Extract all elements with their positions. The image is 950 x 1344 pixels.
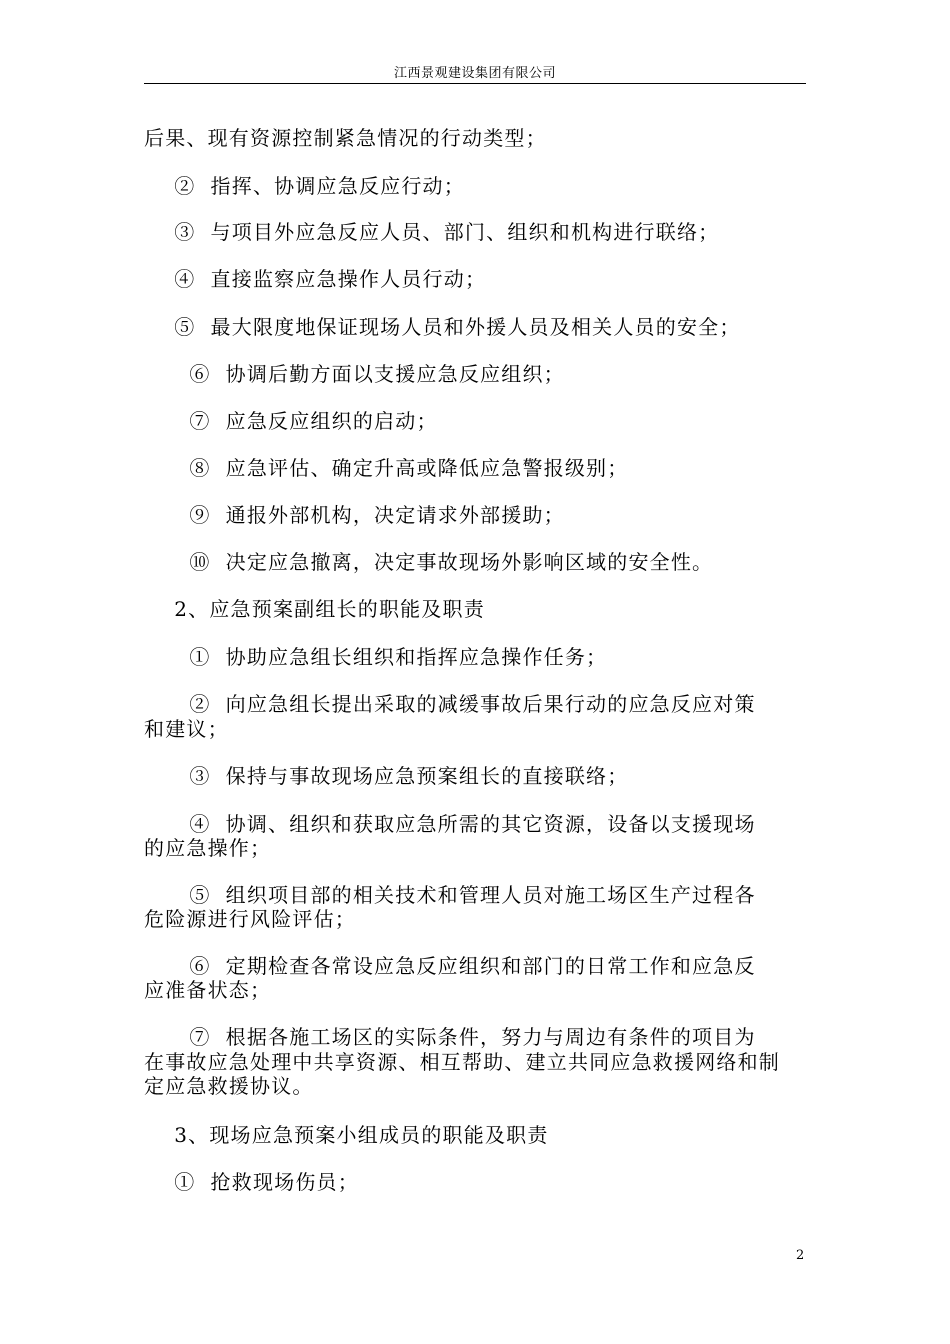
- text-line: ⑦ 根据各施工场区的实际条件，努力与周边有条件的项目为: [144, 1025, 756, 1049]
- page-number: 2: [796, 1248, 805, 1263]
- text-line: ⑥ 协调后勤方面以支援应急反应组织；: [144, 362, 565, 386]
- text-line: ② 向应急组长提出采取的减缓事故后果行动的应急反应对策: [144, 692, 756, 716]
- text-line: 危险源进行风险评估；: [144, 907, 356, 931]
- header-divider: [144, 83, 806, 84]
- section-heading: 3、现场应急预案小组成员的职能及职责: [144, 1123, 549, 1147]
- text-line: ④ 直接监察应急操作人员行动；: [144, 267, 487, 291]
- text-line: ⑨ 通报外部机构，决定请求外部援助；: [144, 503, 565, 527]
- text-line: ⑦ 应急反应组织的启动；: [144, 409, 438, 433]
- text-line: ⑤ 最大限度地保证现场人员和外援人员及相关人员的安全；: [144, 315, 741, 339]
- header-company-name: 江西景观建设集团有限公司: [393, 66, 556, 81]
- section-heading: 2、应急预案副组长的职能及职责: [144, 597, 485, 621]
- text-line: 在事故应急处理中共享资源、相互帮助、建立共同应急救援网络和制: [144, 1050, 780, 1074]
- text-line: ④ 协调、组织和获取应急所需的其它资源，设备以支援现场: [144, 812, 756, 836]
- text-line: 后果、现有资源控制紧急情况的行动类型；: [144, 126, 547, 150]
- text-line: ③ 与项目外应急反应人员、部门、组织和机构进行联络；: [144, 220, 720, 244]
- text-line: ⑥ 定期检查各常设应急反应组织和部门的日常工作和应急反: [144, 954, 756, 978]
- text-line: ① 抢救现场伤员；: [144, 1170, 359, 1194]
- text-line: ② 指挥、协调应急反应行动；: [144, 174, 465, 198]
- text-line: 的应急操作；: [144, 836, 272, 860]
- text-line: ⑤ 组织项目部的相关技术和管理人员对施工场区生产过程各: [144, 883, 756, 907]
- text-line: 应准备状态；: [144, 978, 272, 1002]
- text-line: ① 协助应急组长组织和指挥应急操作任务；: [144, 645, 608, 669]
- text-line: ⑧ 应急评估、确定升高或降低应急警报级别；: [144, 456, 629, 480]
- text-line: 定应急救援协议。: [144, 1074, 314, 1098]
- text-line: ⑩ 决定应急撤离，决定事故现场外影响区域的安全性。: [144, 550, 714, 574]
- text-line: 和建议；: [144, 717, 229, 741]
- text-line: ③ 保持与事故现场应急预案组长的直接联络；: [144, 764, 629, 788]
